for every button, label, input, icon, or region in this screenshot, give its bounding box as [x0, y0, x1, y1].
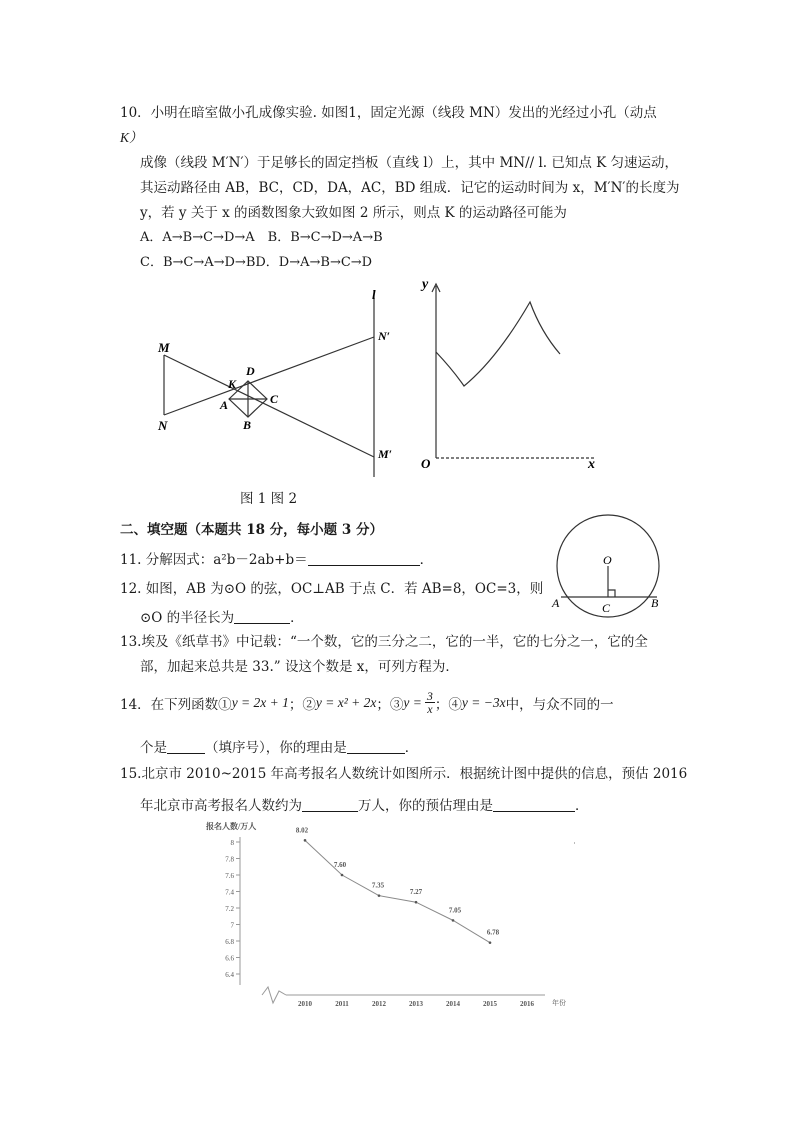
q14-function-4: y = −3x — [461, 694, 506, 710]
label-A: A — [220, 398, 229, 412]
label-B-circle: B — [651, 596, 659, 610]
label-A-circle: A — [552, 596, 560, 610]
q14-sep-1: ；② — [288, 696, 316, 713]
chart-y-tick-label: 7.2 — [225, 905, 234, 913]
label-C: C — [270, 392, 279, 406]
q10-line2: 成像（线段 M′N′）于足够长的固定挡板（直线 l）上，其中 MN// l. 已知点 K 匀速运动， — [140, 155, 679, 171]
chart-x-axis-label: 年份 — [552, 999, 566, 1007]
q14-line1 — [120, 690, 614, 715]
q14-intro: 14．在下列函数① — [120, 696, 232, 713]
q12-answer-blank[interactable] — [234, 611, 290, 624]
chart-x-tick-label: 2014 — [446, 1000, 460, 1008]
q14-fraction — [425, 690, 435, 715]
q14-sep-3: ；④ — [434, 696, 462, 713]
q15-end: ． — [575, 798, 589, 814]
label-N: N — [158, 418, 168, 433]
chart-y-axis-label: 报名人数/万人 — [206, 822, 257, 831]
q15-text-b: 万人，你的预估理由是 — [358, 798, 493, 814]
q11-end: ． — [419, 552, 434, 568]
q14-sep-2: ；③ — [376, 696, 404, 713]
chart-data-point — [489, 941, 492, 944]
q13-line1: 13.埃及《纸草书》中记载：“一个数，它的三分之二，它的一半，它的七分之一，它的全 — [120, 634, 648, 650]
chart-data-point — [341, 874, 344, 877]
label-M-prime: M′ — [378, 447, 393, 461]
q15-line1: 15.北京市 2010~2015 年高考报名人数统计如图所示．根据统计图中提供的信息，预估 2016 — [120, 766, 688, 782]
axis-y-label: y — [422, 277, 429, 292]
q10-options-ab: A．A→B→C→D→A B．B→C→D→A→B — [140, 230, 383, 245]
q11 — [120, 548, 433, 568]
q14-function-2: y = x² + 2x — [315, 694, 377, 710]
figure-1-pinhole — [150, 282, 410, 482]
label-C-circle: C — [602, 601, 611, 615]
chart-x-tick-label: 2015 — [483, 1000, 497, 1008]
origin-label: O — [421, 456, 431, 471]
q14-answer-blank-2[interactable] — [347, 741, 405, 754]
q14-function-1: y = 2x + 1 — [231, 694, 289, 710]
label-l: l — [372, 287, 376, 302]
q13-line2: 部，加起来总共是 33.” 设这个数是 x，可列方程为． — [140, 659, 459, 675]
q12-line1: 12. 如图，AB 为⊙O 的弦，OC⊥AB 于点 C．若 AB=8，OC=3，则 — [120, 581, 544, 597]
q14-end: ． — [404, 740, 419, 756]
chart-data-point — [415, 901, 418, 904]
chart-data-point — [304, 839, 307, 842]
chart-y-tick-label: 7.8 — [225, 855, 234, 864]
q14-text-b: （填序号），你的理由是 — [205, 740, 347, 756]
q10-line4: y，若 y 关于 x 的函数图象大致如图 2 所示，则点 K 的运动路径可能为 — [140, 205, 567, 221]
q14-text-a: 个是 — [140, 740, 167, 756]
q14-function-3 — [403, 690, 434, 715]
q15-answer-blank-1[interactable] — [302, 799, 358, 812]
q10-line1: 10．小明在暗室做小孔成像实验. 如图1，固定光源（线段 MN）发出的光经过小孔（动点 — [120, 105, 657, 121]
axis-x-label: x — [588, 457, 595, 472]
label-N-prime: N′ — [378, 329, 391, 343]
chart-x-tick-label: 2011 — [335, 1000, 349, 1008]
label-M: M — [158, 340, 170, 355]
chart-data-label: 7.60 — [333, 861, 347, 869]
q10-line1b: K） — [120, 130, 143, 145]
chart-axis-break — [262, 987, 286, 1003]
chart-x-tick-label: 2013 — [409, 1000, 423, 1008]
q14-fraction-numerator: 3 — [426, 689, 433, 703]
q14-fraction-denominator: x — [427, 702, 433, 716]
chart-y-tick-label: 6.8 — [225, 938, 234, 946]
chart-data-point — [452, 919, 455, 922]
chart-x-tick-label: 2012 — [372, 1000, 386, 1008]
chart-y-tick-label: 7 — [230, 921, 234, 930]
figure-circle — [550, 513, 670, 619]
label-K: K — [228, 377, 237, 391]
section-heading: 二、填空题（本题共 18 分，每小题 3 分） — [120, 522, 383, 538]
label-B: B — [243, 418, 252, 432]
label-D: D — [246, 364, 255, 378]
q15-line2 — [140, 794, 589, 814]
q12-text: ⊙O 的半径长为 — [140, 610, 235, 626]
chart-y-tick-label: 7.6 — [225, 872, 234, 880]
figure-caption: 图 1 图 2 — [240, 491, 298, 507]
q10-options-cd: C．B→C→A→D→BD．D→A→B→C→D — [140, 255, 373, 270]
q14-answer-blank-1[interactable] — [167, 741, 205, 754]
registration-chart — [190, 815, 590, 1015]
q15-answer-blank-2[interactable] — [493, 799, 575, 812]
chart-y-tick-label: 6.4 — [225, 971, 234, 979]
chart-data-label: 6.78 — [486, 928, 500, 937]
chart-data-label: 7.35 — [371, 881, 385, 890]
q10-line3: 其运动路径由 AB，BC，CD，DA，AC，BD 组成．记它的运动时间为 x，M′N′的长度为 — [140, 180, 680, 196]
chart-x-tick-label: 2016 — [520, 1000, 534, 1008]
q11-text: 11. 分解因式：a²b－2ab+b＝ — [120, 552, 308, 568]
q14-function-3-lhs: y = — [403, 694, 422, 710]
chart-data-label: 7.27 — [409, 888, 423, 897]
chart-data-label: 8.02 — [295, 826, 309, 835]
q12-end: ． — [290, 610, 304, 626]
chart-y-tick-label: 6.6 — [225, 954, 234, 963]
q14-line1-end: 中，与众不同的一 — [505, 696, 614, 713]
label-O: O — [603, 553, 612, 567]
figure-2-graph — [415, 274, 605, 474]
q11-answer-blank[interactable] — [308, 553, 420, 566]
q14-line2 — [140, 736, 418, 756]
q15-text-a: 年北京市高考报名人数约为 — [140, 798, 302, 814]
chart-series-line — [305, 840, 490, 942]
chart-data-label: 7.05 — [448, 906, 462, 915]
chart-data-point — [378, 894, 381, 897]
chart-y-tick-label: 7.4 — [225, 888, 234, 897]
chart-y-tick-label: 8 — [230, 839, 234, 847]
chart-x-tick-label: 2010 — [298, 1000, 312, 1008]
q12-line2 — [140, 606, 304, 626]
